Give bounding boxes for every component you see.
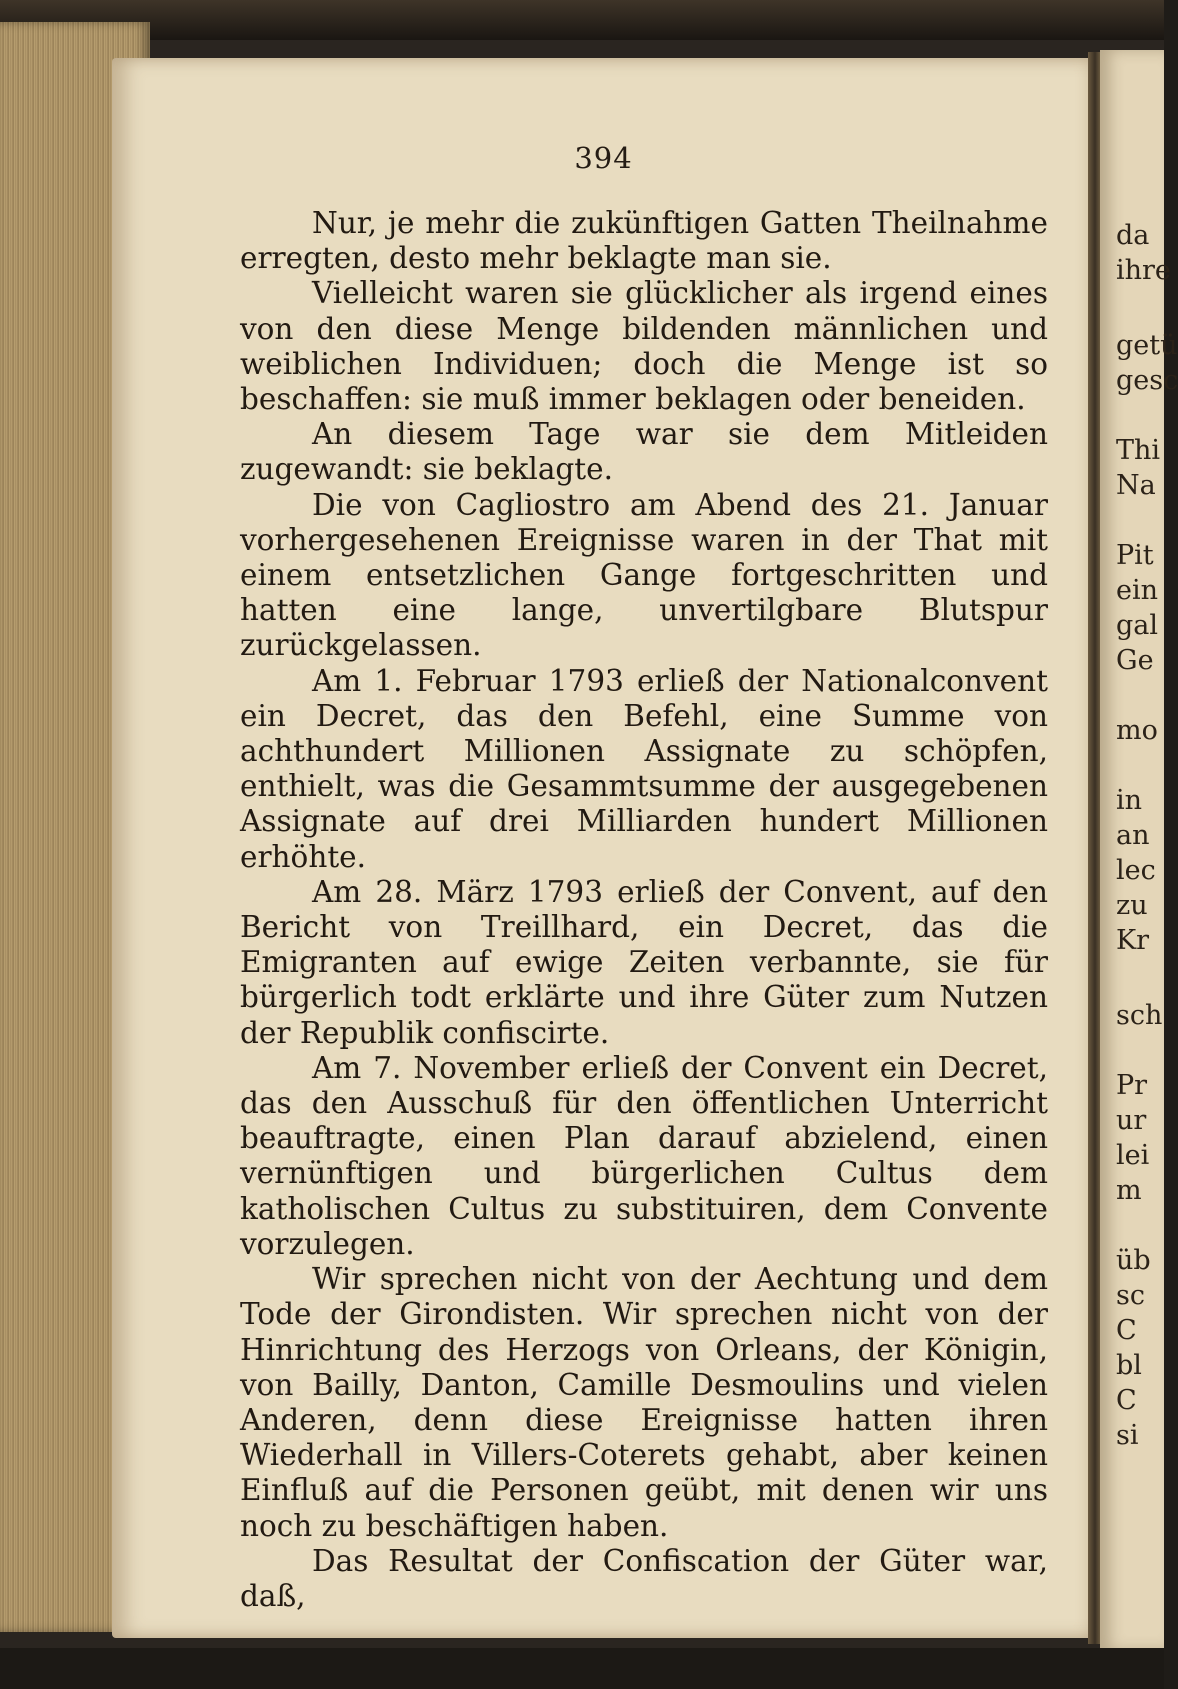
facing-line: ur [1116, 1105, 1147, 1136]
facing-line: da [1116, 220, 1150, 251]
facing-line: Pit [1116, 540, 1154, 571]
paragraph: Am 28. März 1793 erließ der Convent, auf den Bericht von Treillhard, ein Decret, das die Emigranten auf ewige Zeiten verbannte, sie für bürgerlich todt erklärte und ihre Güter zum Nutzen der Republik confiscirte. [240, 874, 1048, 1050]
facing-line: ein [1116, 575, 1159, 606]
paragraph: Nur, je mehr die zukünftigen Gatten Theilnahme erregten, desto mehr beklagte man sie. [240, 206, 1048, 276]
paragraph: Das Resultat der Confiscation der Güter war, daß, [240, 1543, 1048, 1613]
paragraph: Die von Cagliostro am Abend des 21. Januar vorhergesehenen Ereignisse waren in der That mit einem entsetzlichen Gange fortgeschritten und hatten eine lange, unvertilgbare Blutspur zurückgelassen. [240, 487, 1048, 663]
facing-line: an [1116, 820, 1150, 851]
facing-line: C [1116, 1385, 1137, 1416]
facing-line: Pr [1116, 1070, 1148, 1101]
facing-page [1100, 50, 1178, 1650]
facing-line: m [1116, 1175, 1142, 1206]
paragraph: Am 1. Februar 1793 erließ der Nationalconvent ein Decret, das den Befehl, eine Summe von achthundert Millionen Assignate zu schöpfen, enthielt, was die Gesammtsumme der ausgegebenen Assignate auf drei Milliarden hundert Millionen erhöhte. [240, 663, 1048, 874]
bottom-edge [0, 1648, 1164, 1689]
facing-line: üb [1116, 1245, 1151, 1276]
facing-line: in [1116, 785, 1143, 816]
facing-line: zu [1116, 890, 1148, 921]
facing-line: gesc [1116, 365, 1178, 396]
facing-line: sc [1116, 1280, 1145, 1311]
facing-line: Thi [1116, 435, 1161, 466]
book-strap [0, 0, 1164, 40]
facing-line: sch [1116, 1000, 1163, 1031]
facing-line: ihre [1116, 255, 1171, 286]
paragraph: Vielleicht waren sie glücklicher als irgend eines von den diese Menge bildenden männlichen und weiblichen Individuen; doch die Menge ist so beschaffen: sie muß immer beklagen oder beneiden. [240, 276, 1048, 417]
facing-line: lec [1116, 855, 1156, 886]
paragraph: Wir sprechen nicht von der Aechtung und dem Tode der Girondisten. Wir sprechen nicht von der Hinrichtung des Herzogs von Orleans, der Königin, von Bailly, Danton, Camille Desmoulins und vielen Anderen, denn diese Ereignisse hatten ihren Wiederhall in Villers-Coterets gehabt, aber keinen Einfluß auf die Personen geübt, mit denen wir uns noch zu beschäftigen haben. [240, 1262, 1048, 1543]
facing-line: Kr [1116, 925, 1150, 956]
paragraph: An diesem Tage war sie dem Mitleiden zugewandt: sie beklagte. [240, 417, 1048, 487]
facing-line: Ge [1116, 645, 1154, 676]
facing-line: mo [1116, 715, 1158, 746]
page-body [240, 206, 1048, 1614]
facing-line: bl [1116, 1350, 1142, 1381]
page-number: 394 [574, 141, 633, 175]
facing-line: si [1116, 1420, 1139, 1451]
left-page [112, 58, 1095, 1638]
facing-line: getü [1116, 330, 1178, 361]
facing-line: C [1116, 1315, 1137, 1346]
facing-line: lei [1116, 1140, 1150, 1171]
paragraph: Am 7. November erließ der Convent ein Decret, das den Ausschuß für den öffentlichen Unterricht beauftragte, einen Plan darauf abzielend, einen vernünftigen und bürgerlichen Cultus dem katholischen Cultus zu substituiren, dem Convente vorzulegen. [240, 1050, 1048, 1261]
facing-line: Na [1116, 470, 1156, 501]
facing-line: gal [1116, 610, 1159, 641]
